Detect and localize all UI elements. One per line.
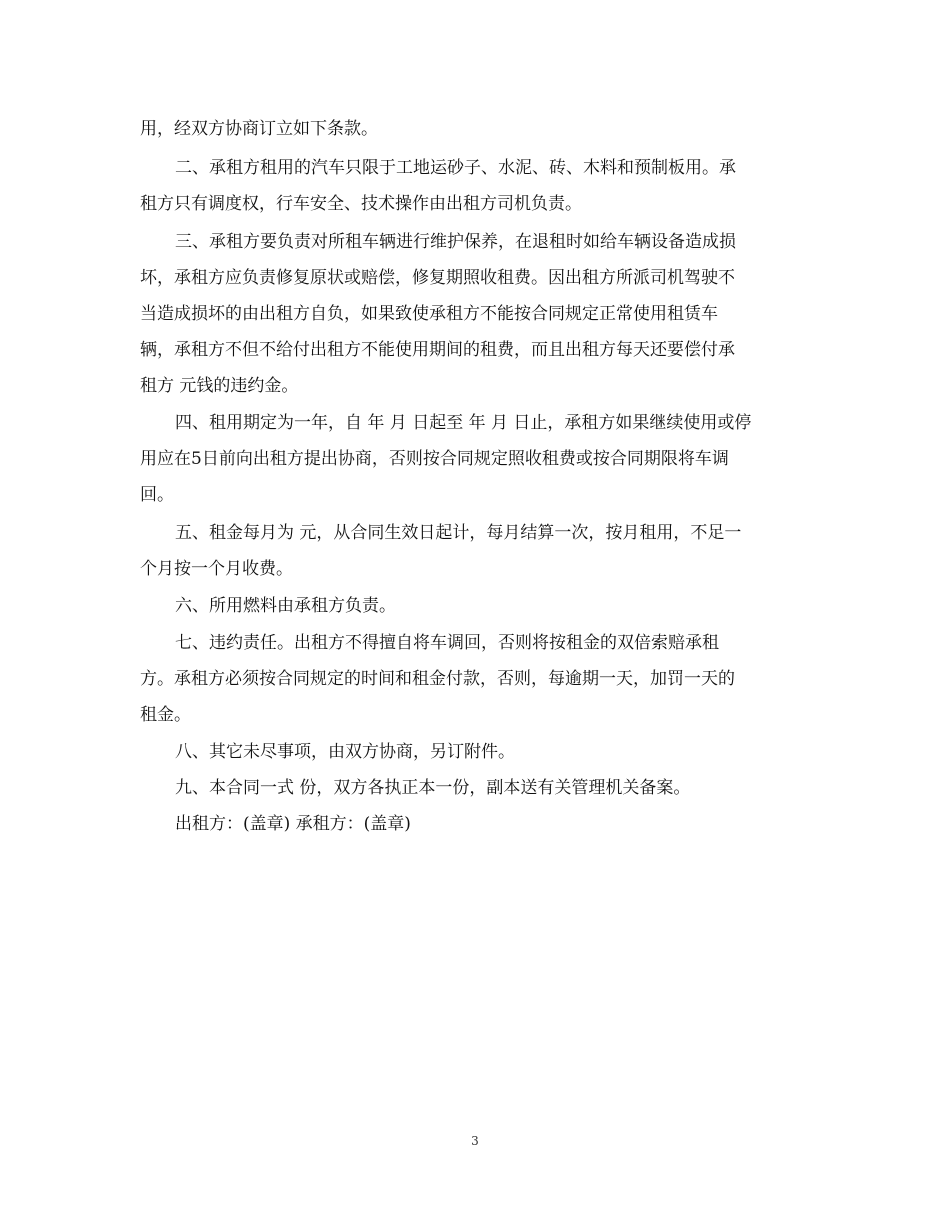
text-line: 坏，承租方应负责修复原状或赔偿，修复期照收租费。因出租方所派司机驾驶不 <box>140 268 735 288</box>
text-line: 九、本合同一式 份，双方各执正本一份，副本送有关管理机关备案。 <box>175 778 691 798</box>
text-line: 租金。 <box>140 705 191 725</box>
text-line: 辆，承租方不但不给付出租方不能使用期间的租费，而且出租方每天还要偿付承 <box>140 340 735 360</box>
text-line: 八、其它未尽事项，由双方协商，另订附件。 <box>175 742 515 762</box>
text-line: 个月按一个月收费。 <box>140 559 293 579</box>
text-line: 用应在5日前向出租方提出协商，否则按合同规定照收租费或按合同期限将车调 <box>140 449 729 469</box>
text-line: 租方 元钱的违约金。 <box>140 376 299 396</box>
text-line: 五、租金每月为 元，从合同生效日起计，每月结算一次，按月租用，不足一 <box>175 523 742 543</box>
text-line: 四、租用期定为一年，自 年 月 日起至 年 月 日止，承租方如果继续使用或停 <box>175 413 752 433</box>
text-line: 用，经双方协商订立如下条款。 <box>140 119 378 139</box>
text-line: 方。承租方必须按合同规定的时间和租金付款，否则，每逾期一天，加罚一天的 <box>140 669 735 689</box>
text-line: 三、承租方要负责对所租车辆进行维护保养，在退租时如给车辆设备造成损 <box>175 232 736 252</box>
page-number: 3 <box>471 1134 479 1148</box>
text-line: 六、所用燃料由承租方负责。 <box>175 596 396 616</box>
signature-line: 出租方：(盖章) 承租方：(盖章) <box>175 814 411 834</box>
text-line: 租方只有调度权，行车安全、技术操作由出租方司机负责。 <box>140 194 582 214</box>
text-line: 七、违约责任。出租方不得擅自将车调回，否则将按租金的双倍索赔承租 <box>175 633 719 653</box>
text-line: 二、承租方租用的汽车只限于工地运砂子、水泥、砖、木料和预制板用。承 <box>175 158 736 178</box>
text-line: 当造成损坏的由出租方自负，如果致使承租方不能按合同规定正常使用租赁车 <box>140 304 718 324</box>
text-line: 回。 <box>140 485 174 505</box>
